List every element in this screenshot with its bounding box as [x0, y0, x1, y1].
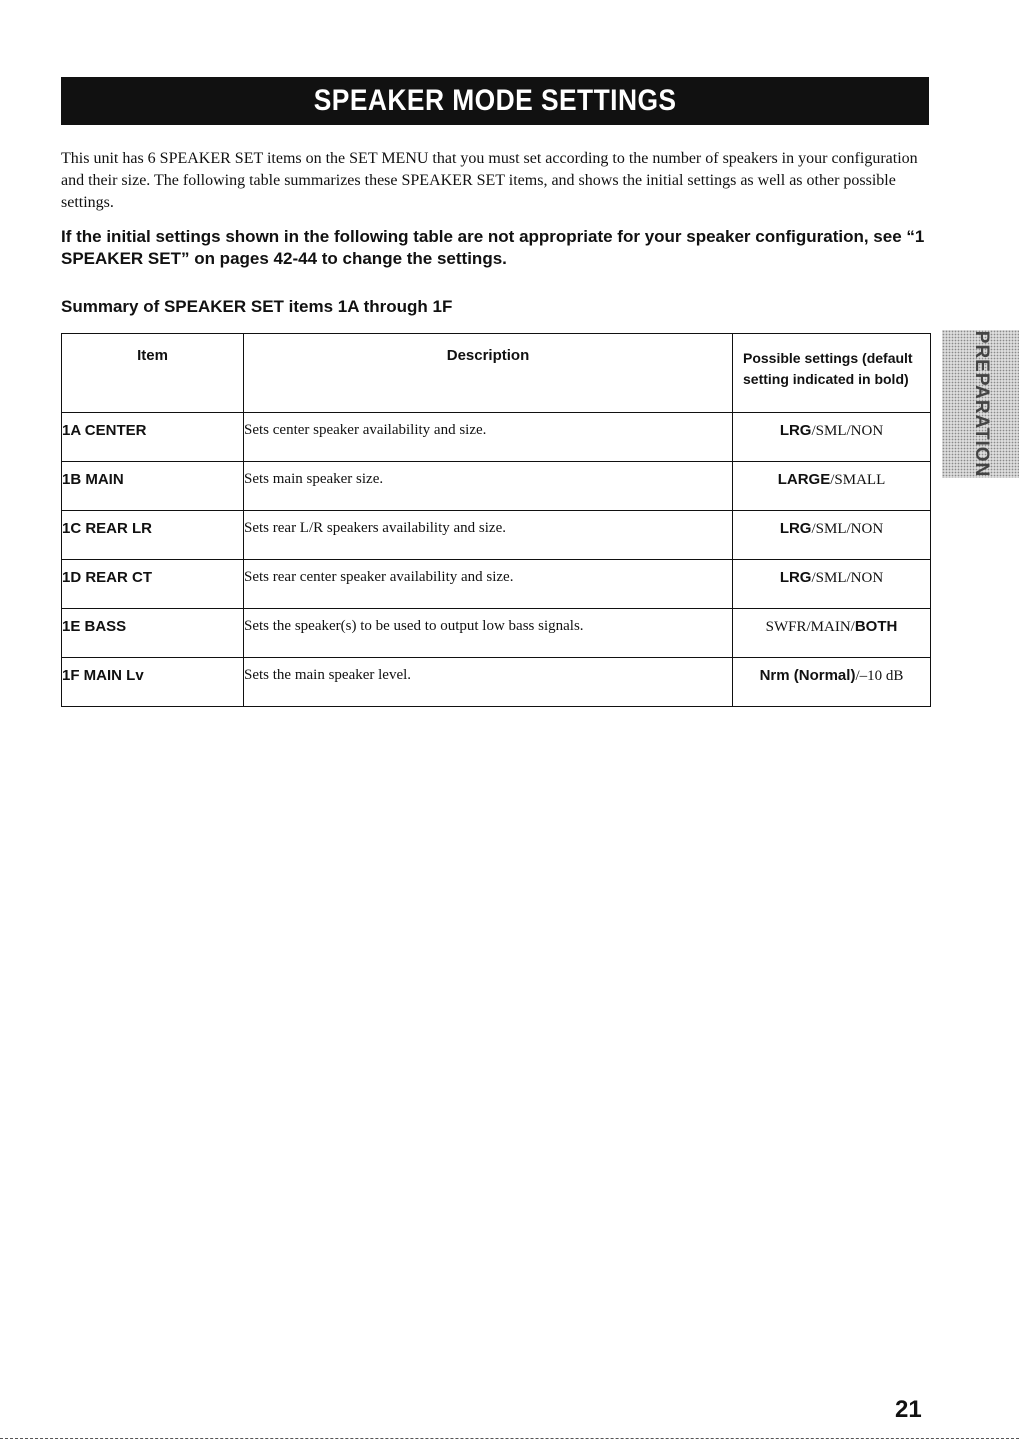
warning-paragraph: If the initial settings shown in the following table are not appropriate for your speaker configuration, see “1 SPEAKER SET” on pages 42-44 to change the settings. [61, 227, 925, 268]
bottom-divider [0, 1438, 1019, 1439]
row-setting [733, 462, 931, 511]
row-setting [733, 658, 931, 707]
table-row [62, 658, 931, 707]
setting-default: BOTH [854, 618, 898, 635]
row-setting [733, 609, 931, 658]
row-setting [733, 560, 931, 609]
speaker-set-table [61, 333, 931, 707]
setting-rest: /–10 dB [855, 668, 904, 684]
table-row [62, 413, 931, 462]
row-item: 1A CENTER [62, 413, 244, 462]
page-title-bar [61, 77, 929, 125]
setting-prefix: SWFR/MAIN/ [765, 619, 855, 635]
row-item: 1F MAIN Lv [62, 658, 244, 707]
row-description: Sets rear center speaker availability and size. [244, 560, 733, 609]
page-title: SPEAKER MODE SETTINGS [313, 84, 677, 117]
section-side-tab [942, 330, 1019, 478]
setting-rest: /SML/NON [811, 423, 884, 439]
row-description: Sets the main speaker level. [244, 658, 733, 707]
setting-rest: /SMALL [830, 472, 886, 488]
section-tab-label: PREPARATION [970, 330, 992, 478]
table-heading: Summary of SPEAKER SET items 1A through 1F [61, 297, 453, 316]
setting-default: LRG [779, 569, 812, 586]
row-item: 1C REAR LR [62, 511, 244, 560]
row-description: Sets main speaker size. [244, 462, 733, 511]
header-description: Description [244, 334, 733, 413]
table-row [62, 462, 931, 511]
row-item: 1B MAIN [62, 462, 244, 511]
row-description: Sets the speaker(s) to be used to output low bass signals. [244, 609, 733, 658]
row-setting [733, 511, 931, 560]
setting-default: Nrm (Normal) [759, 667, 856, 684]
setting-default: LRG [779, 520, 812, 537]
table-row [62, 560, 931, 609]
table-header-row [62, 334, 931, 413]
intro-paragraph: This unit has 6 SPEAKER SET items on the SET MENU that you must set according to the number of speakers in your configuration and their size. The following table summarizes these SPEAKER SET items, and shows the initial settings as well as other possible settings. [61, 150, 918, 211]
table-row [62, 609, 931, 658]
row-description: Sets rear L/R speakers availability and size. [244, 511, 733, 560]
setting-default: LARGE [777, 471, 831, 488]
row-description: Sets center speaker availability and size. [244, 413, 733, 462]
table-row [62, 511, 931, 560]
row-item: 1E BASS [62, 609, 244, 658]
header-item: Item [62, 334, 244, 413]
setting-rest: /SML/NON [811, 570, 884, 586]
row-item: 1D REAR CT [62, 560, 244, 609]
header-settings: Possible settings (default setting indicated in bold) [733, 334, 931, 413]
page-number: 21 [895, 1396, 922, 1423]
setting-default: LRG [779, 422, 812, 439]
row-setting [733, 413, 931, 462]
setting-rest: /SML/NON [811, 521, 884, 537]
